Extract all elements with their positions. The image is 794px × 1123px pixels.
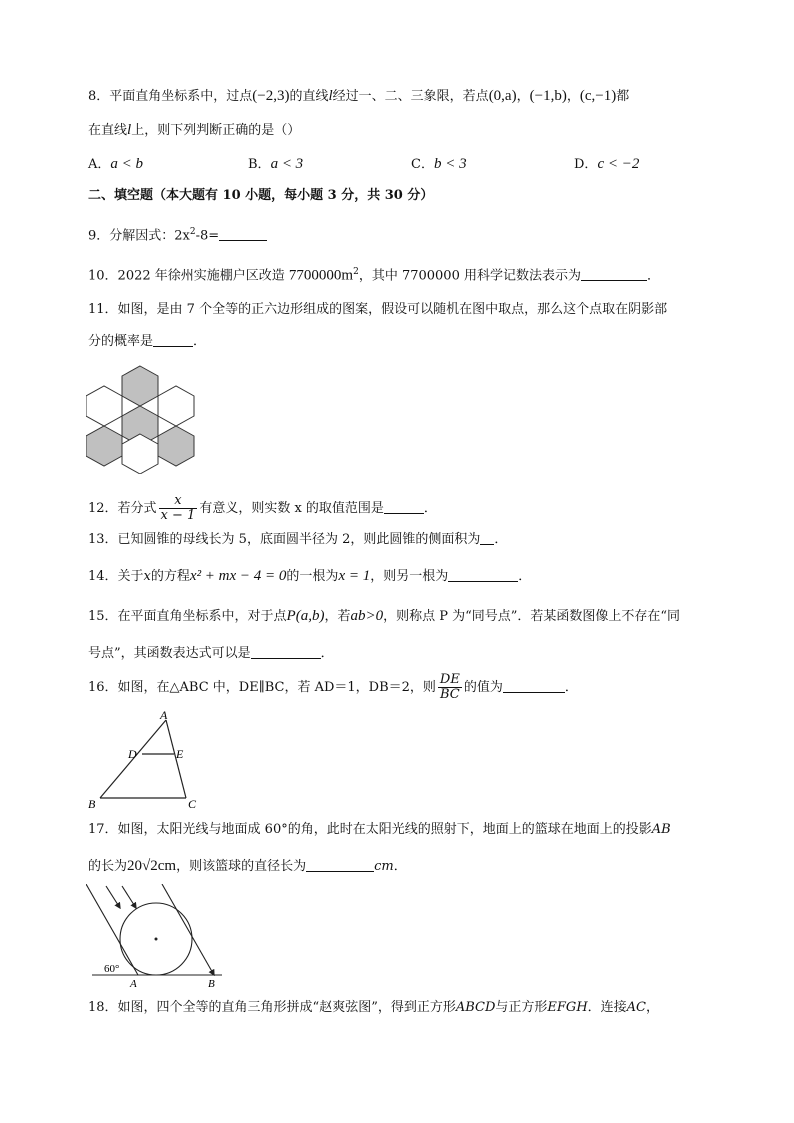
q8-point-4: (c,−1)	[579, 88, 617, 104]
q15-text: ，若	[324, 609, 351, 624]
q15-line2	[88, 644, 334, 664]
q13-end: ．	[494, 532, 508, 547]
q8-line-var: l	[328, 88, 333, 104]
q8-text: 经过一、二、三象限，若点	[332, 89, 489, 104]
q11-line1: 11．如图，是由 7 个全等的正六边形组成的图案，假设可以随机在图中取点，那么这个点取在阴影部	[88, 302, 668, 317]
q8-text: 8．平面直角坐标系中，过点	[88, 89, 253, 104]
q8-option-a[interactable]	[88, 154, 143, 175]
q8-text: 的直线	[289, 89, 329, 104]
hexagon-figure	[86, 364, 196, 474]
option-label: D．	[574, 157, 598, 172]
q13-answer-blank[interactable]	[480, 530, 494, 545]
q8-option-c[interactable]	[411, 154, 467, 175]
q14-answer-blank[interactable]	[448, 567, 518, 582]
q15-point: P(a,b)	[286, 608, 325, 624]
q15-text: ，则称点 P 为“同号点”．若某函数图像上不存在“同	[383, 609, 681, 624]
q14-text: 的一根为	[286, 569, 339, 584]
q10-text: ，其中 7700000 用科学记数法表示为	[358, 268, 581, 284]
basketball-figure	[86, 884, 226, 994]
q12-numerator: x	[159, 494, 198, 509]
angle-label: 60°	[104, 963, 120, 975]
q8-point-2: (0,a)	[488, 88, 517, 104]
option-expr: a < 3	[270, 156, 304, 172]
sun-ray-arrow-2	[122, 886, 136, 908]
q8-point-1: (−2,3)	[252, 88, 290, 104]
q10-answer-blank[interactable]	[581, 266, 647, 281]
triangle-figure	[86, 710, 202, 812]
q8-sep: ，	[566, 89, 580, 104]
q12-text: 12．若分式	[88, 501, 157, 516]
q18-text: ．连接	[587, 1000, 627, 1015]
label-e: E	[176, 747, 184, 761]
option-label: B．	[248, 157, 271, 172]
label-b: B	[208, 978, 215, 990]
q8-text: 在直线	[88, 123, 128, 138]
q14-text: ，则另一根为	[370, 569, 449, 584]
label-b: B	[88, 797, 96, 811]
q14-root: x = 1	[338, 568, 371, 584]
q14-text: 14．关于	[88, 569, 144, 584]
q17-length: 20√2cm	[127, 858, 177, 874]
q11-end: ．	[193, 334, 207, 349]
q9-text: 9．分解因式：2x	[88, 228, 190, 244]
q18	[88, 998, 659, 1018]
q10	[88, 262, 660, 286]
q8-point-3: (−1,b)	[529, 88, 567, 104]
q13	[88, 530, 507, 550]
q18-text: 18．如图，四个全等的直角三角形拼成“赵爽弦图”，得到正方形	[88, 1000, 456, 1015]
label-a: A	[160, 710, 168, 722]
q8-text: 都	[616, 89, 630, 104]
q9	[88, 222, 267, 246]
q10-sup: 2	[353, 267, 359, 277]
q14-end: ．	[518, 569, 532, 584]
q16-numerator: DE	[439, 672, 460, 687]
q10-end: ．	[646, 268, 660, 284]
q8-option-d[interactable]	[574, 154, 639, 175]
q18-square-1: ABCD	[455, 1000, 496, 1015]
q15-line1	[88, 606, 680, 627]
option-label: A．	[88, 157, 111, 172]
q8-text: 上，则下列判断正确的是（）	[131, 123, 301, 138]
sun-ray-arrow-1	[106, 886, 120, 908]
q15-condition: ab>0	[350, 608, 384, 624]
q8-line2	[88, 120, 300, 141]
q14-var: x	[143, 569, 151, 584]
section-title: 二、填空题（本大题有 10 小题，每小题 3 分，共 30 分）	[88, 188, 434, 203]
label-c: C	[188, 797, 197, 811]
q12-end: ．	[423, 501, 437, 516]
q9-answer-blank[interactable]	[219, 226, 267, 241]
hexagon-upper-left	[86, 386, 122, 426]
q8-line-var: l	[127, 122, 132, 138]
q10-area: 7700000m	[288, 267, 354, 284]
option-expr: a < b	[110, 156, 144, 172]
hexagon-lower-right	[158, 426, 194, 466]
q12-answer-blank[interactable]	[384, 499, 424, 514]
ball-center	[155, 938, 158, 941]
q18-square-2: EFGH	[547, 1000, 588, 1015]
q11-line2	[88, 332, 206, 352]
label-d: D	[128, 747, 137, 761]
q18-end: ，	[646, 1000, 660, 1015]
q18-text: 与正方形	[495, 1000, 548, 1015]
q12-denominator: x − 1	[160, 508, 196, 523]
q16	[88, 672, 578, 704]
option-expr: c < −2	[597, 156, 640, 172]
q12-text: 有意义，则实数 x 的取值范围是	[199, 501, 384, 516]
q17-text: 17．如图，太阳光线与地面成 60°的角，此时在太阳光线的照射下，地面上的篮球在地面上的投影	[88, 822, 652, 837]
q9-sup: 2	[189, 227, 196, 237]
option-label: C．	[411, 157, 434, 172]
q17-line2	[88, 856, 407, 877]
sun-ray-right	[162, 884, 214, 975]
q16-answer-blank[interactable]	[503, 678, 565, 693]
q15-end: ．	[320, 646, 334, 661]
hexagon-bottom	[122, 434, 158, 474]
q13-text: 13．已知圆锥的母线长为 5，底面圆半径为 2，则此圆锥的侧面积为	[88, 532, 481, 547]
q17-line1	[88, 820, 671, 840]
q15-answer-blank[interactable]	[251, 644, 321, 659]
q17-var: AB	[651, 822, 671, 837]
q8-line1	[88, 86, 629, 107]
q12-fraction	[159, 494, 198, 523]
q17-text: ，则该篮球的直径长为	[176, 859, 307, 874]
q11-text: 分的概率是	[88, 334, 154, 349]
q16-text: 的值为	[463, 680, 503, 695]
q14-equation: x² + mx − 4 = 0	[189, 568, 287, 584]
q15-text: 号点”，其函数表达式可以是	[88, 646, 251, 661]
option-expr: b < 3	[433, 156, 467, 172]
q8-option-b[interactable]	[248, 154, 303, 175]
hexagon-lower-left	[86, 426, 122, 466]
sun-ray-left	[86, 884, 138, 975]
q16-denominator: BC	[440, 687, 460, 702]
q8-sep: ，	[516, 89, 530, 104]
q17-unit: cm	[374, 859, 394, 874]
q12	[88, 494, 437, 523]
label-a: A	[130, 978, 137, 990]
q10-text: 10．2022 年徐州实施棚户区改造	[88, 268, 289, 284]
q18-segment: AC	[626, 1000, 647, 1015]
q14	[88, 566, 531, 587]
hexagon-upper-right	[158, 386, 194, 426]
q16-fraction	[438, 673, 462, 702]
q14-text: 的方程	[150, 569, 190, 584]
q16-end: ．	[564, 680, 578, 695]
q15-text: 15．在平面直角坐标系中，对于点	[88, 609, 287, 624]
hexagon-top	[122, 366, 158, 406]
q16-text: 16．如图，在△ABC 中，DE∥BC，若 AD＝1，DB＝2，则	[88, 680, 436, 695]
q11-answer-blank[interactable]	[153, 332, 193, 347]
q17-answer-blank[interactable]	[306, 857, 374, 872]
q17-text: 的长为	[88, 859, 128, 874]
q17-end: ．	[393, 859, 407, 874]
q9-text: -8=	[195, 228, 220, 244]
